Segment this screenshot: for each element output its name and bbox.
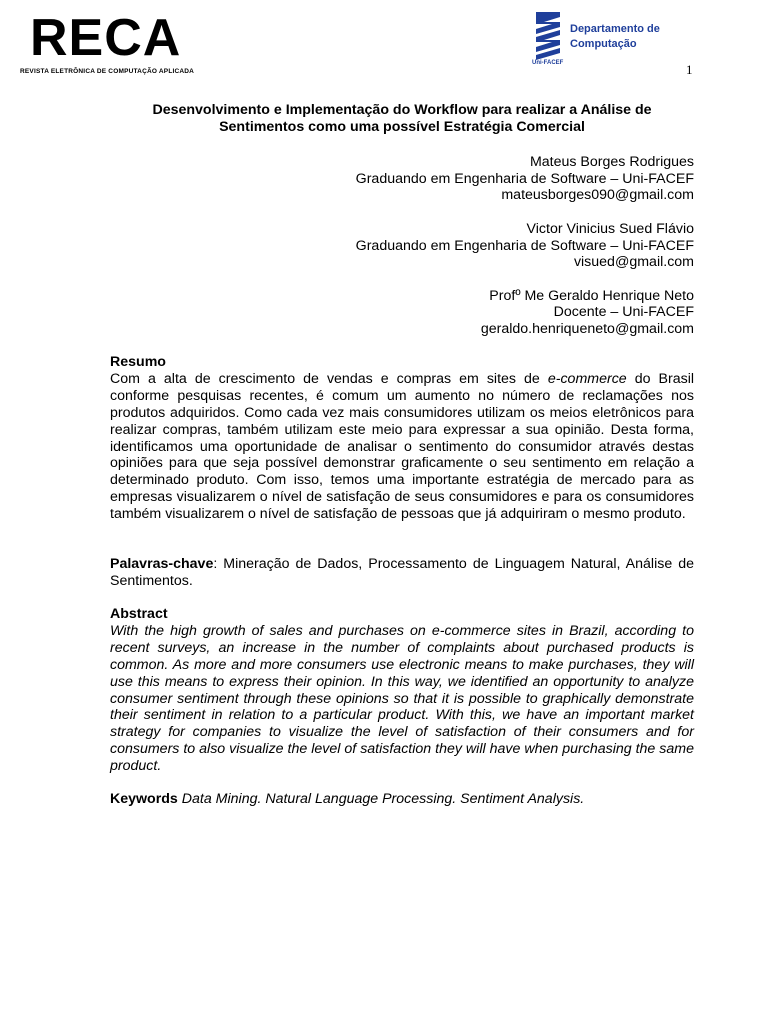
author-entry <box>110 288 694 338</box>
department-logo <box>530 10 690 70</box>
resumo-heading: Resumo <box>110 354 166 370</box>
department-name <box>570 22 660 52</box>
author-name: Victor Vinicius Sued Flávio <box>526 220 694 237</box>
resumo-text <box>110 371 694 523</box>
resumo-text-part2: do Brasil conforme pesquisas recentes, é comum um aumento no número de reclamações nos produtos adquiridos. Como cada vez mais consumidores utilizam os meios eletrônicos para realizar compras, também utilizam este meio para expressar a sua opinião. Desta forma, identificamos uma oportunidade de analisar o sentimento do consumidor através destas opiniões para que seja possível demonstrar graficamente o seu sentimento em relação a determinado produto. Com isso, temos uma importante estratégia de mercado para as empresas visualizarem o nível de satisfação de seus consumidores e para os consumidores também visualizarem o nível de satisfação de pessoas que já adquiriram o mesmo produto. <box>110 370 695 523</box>
keywords-section <box>110 791 694 808</box>
reca-logo <box>20 10 220 80</box>
palavras-chave-label: Palavras-chave <box>110 556 214 572</box>
department-name-line2: Computação <box>570 38 637 50</box>
page-number: 1 <box>686 62 693 77</box>
paper-title <box>110 102 694 136</box>
reca-logo-text: RECA <box>30 9 182 67</box>
palavras-chave-text: : Mineração de Dados, Processamento de Linguagem Natural, Análise de Sentimentos. <box>110 556 694 589</box>
palavras-chave-section <box>110 556 694 590</box>
department-name-line1: Departamento de <box>570 23 660 35</box>
paper-title-line2: Sentimentos como uma possível Estratégia Comercial <box>219 119 585 135</box>
abstract-section <box>110 606 694 775</box>
reca-logo-subtitle: REVISTA ELETRÔNICA DE COMPUTAÇÃO APLICADA <box>20 68 195 75</box>
department-institution: Uni-FACEF <box>532 60 564 66</box>
author-name: Mateus Borges Rodrigues <box>529 154 694 170</box>
author-block <box>110 154 694 354</box>
author-email: mateusborges090@gmail.com <box>501 187 694 204</box>
keywords-text: Data Mining. Natural Language Processing. Sentiment Analysis. <box>181 791 585 807</box>
author-affiliation: Graduando em Engenharia de Software – Uni-FACEF <box>355 237 694 254</box>
resumo-emphasis: e-commerce <box>547 370 627 387</box>
resumo-section <box>110 354 694 523</box>
author-entry <box>110 154 694 204</box>
author-email: visued@gmail.com <box>573 254 694 271</box>
resumo-text-part1: Com a alta de crescimento de vendas e compras em sites de <box>110 370 548 387</box>
paper-title-line1: Desenvolvimento e Implementação do Workflow para realizar a Análise de <box>152 102 652 118</box>
uni-facef-emblem-icon <box>530 10 564 62</box>
abstract-text: With the high growth of sales and purchases on e-commerce sites in Brazil, according to recent surveys, an increase in the number of complaints about purchased products is common. As more and more consumers use electronic means to make purchases, they will use this means to express their opinion. In this way, we identified an opportunity to analyze consumer sentiment through these opinions so that it is possible to graphically demonstrate their sentiment in relation to a particular product. With this, we have an important market strategy for companies to visualize the level of satisfaction of their consumers and for consumers to also visualize the level of satisfaction they will have when purchasing the same product. <box>110 622 694 775</box>
author-email: geraldo.henriqueneto@gmail.com <box>480 321 694 337</box>
author-affiliation: Docente – Uni-FACEF <box>553 304 694 321</box>
abstract-heading: Abstract <box>110 606 168 622</box>
keywords-label: Keywords <box>110 791 178 807</box>
author-affiliation: Graduando em Engenharia de Software – Uni-FACEF <box>355 170 694 187</box>
author-entry <box>110 221 694 271</box>
author-name: Profº Me Geraldo Henrique Neto <box>489 287 694 304</box>
